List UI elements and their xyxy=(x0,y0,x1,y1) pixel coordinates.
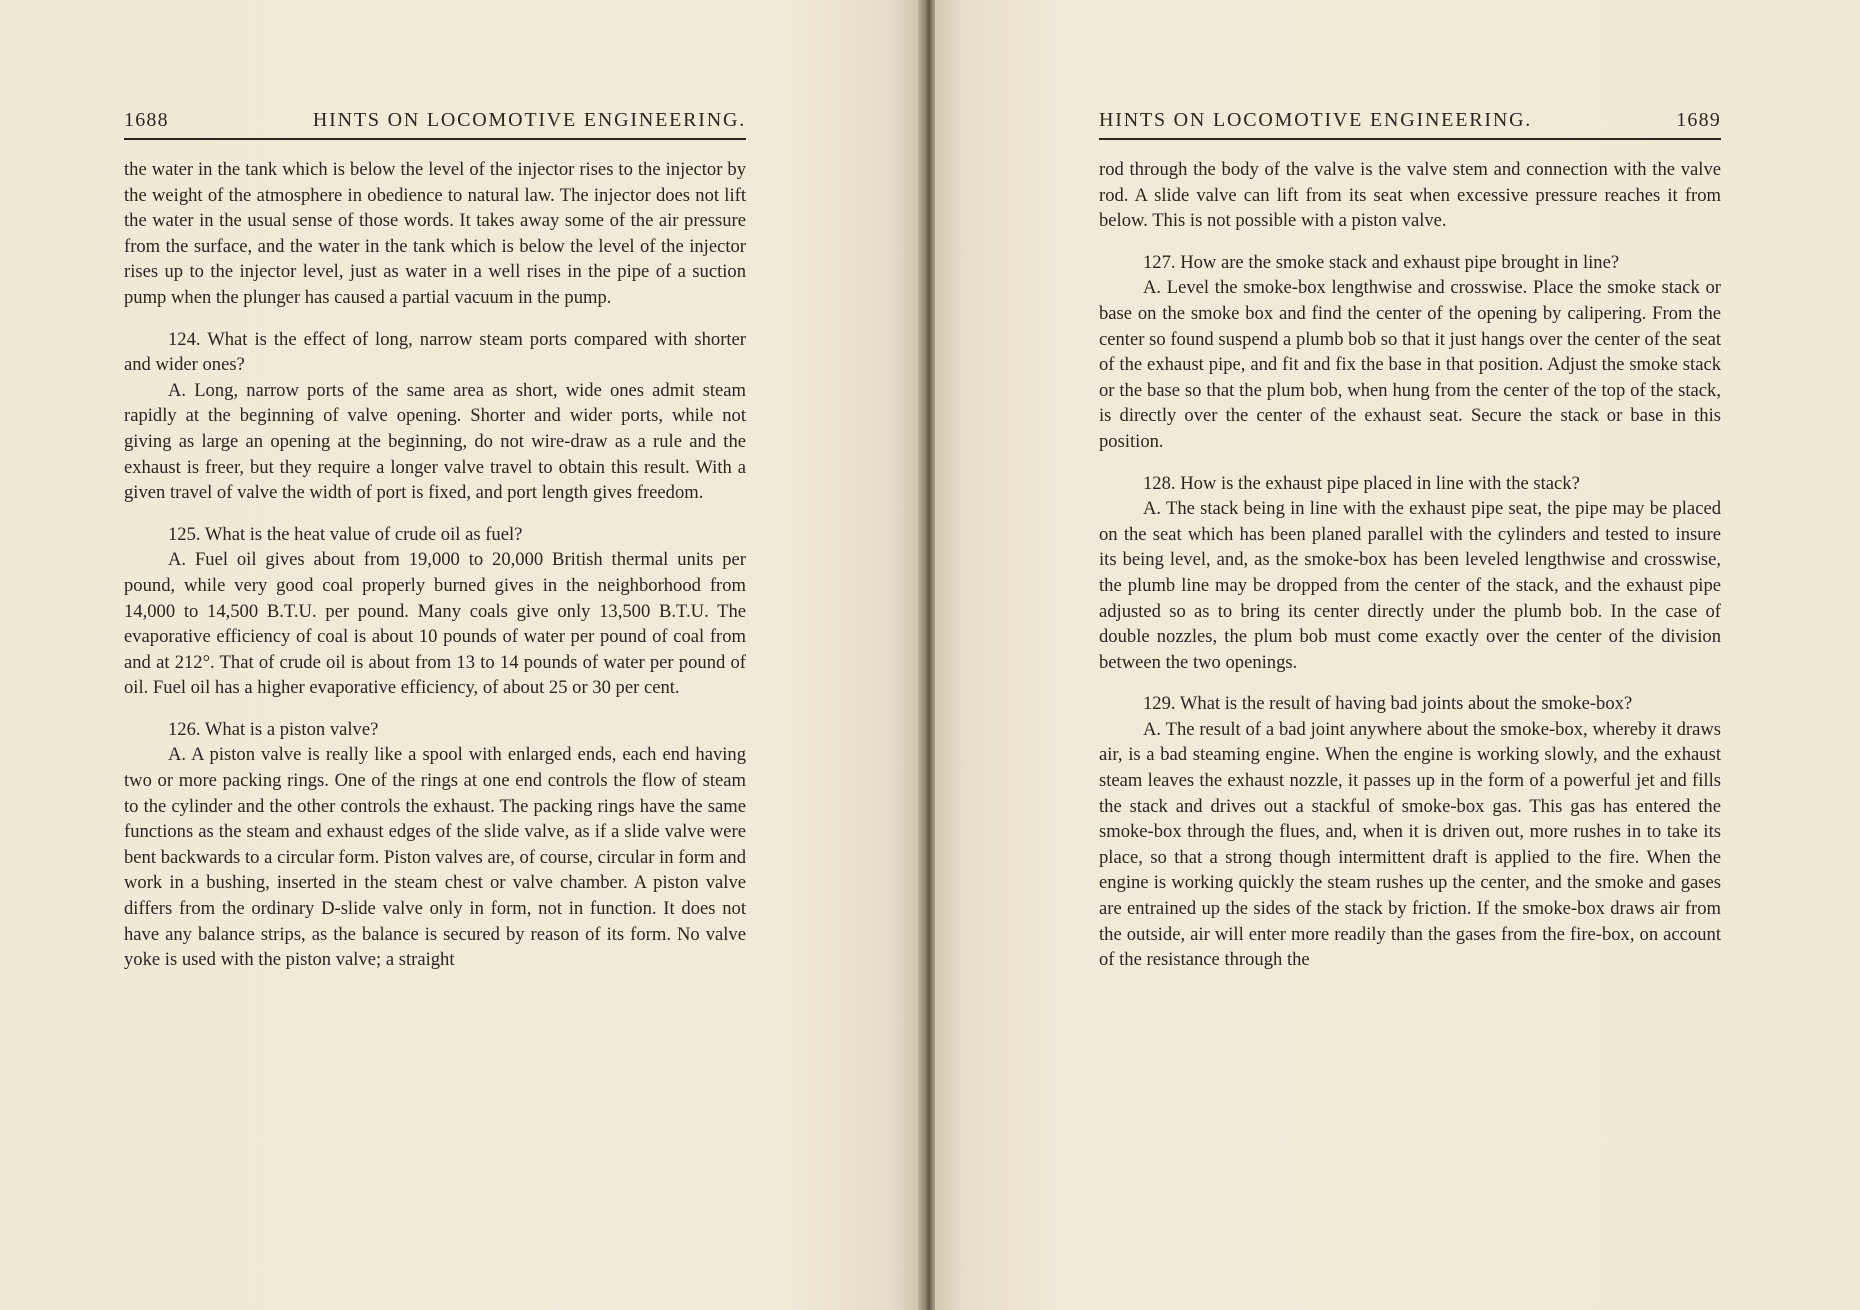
left-page-number: 1688 xyxy=(124,109,169,131)
right-running-title: HINTS ON LOCOMOTIVE ENGINEERING. xyxy=(1099,109,1533,131)
answer-128: A. The stack being in line with the exhaust pipe seat, the pipe may be placed on the seat which has been planed parallel with the cylinders and tested to insure its being level, and, as the smoke-box has been leveled lengthwise and crosswise, the plumb line may be dropped from the center of the stack, and the exhaust pipe adjusted so as to bring its center directly under the plumb bob. In the case of double nozzles, the plum bob must come exactly over the center of the division between the two openings. xyxy=(1099,498,1721,673)
left-page xyxy=(0,0,920,1310)
left-running-title: HINTS ON LOCOMOTIVE ENGINEERING. xyxy=(312,109,746,131)
answer-126: A. A piston valve is really like a spool with enlarged ends, each end having two or more packing rings. One of the rings at one end controls the flow of steam to the cylinder and the other controls the exhaust. The packing rings have the same functions as the steam and exhaust edges of the slide valve, as if a slide valve were bent backwards to a circular form. Piston valves are, of course, circular in form and work in a bushing, inserted in the steam chest or valve chamber. A piston valve differs from the ordinary D-slide valve only in form, not in function. It does not have any balance strips, as the balance is secured by reason of its form. No valve yoke is used with the piston valve; a straight xyxy=(124,744,746,971)
answer-125: A. Fuel oil gives about from 19,000 to 20,000 British thermal units per pound, while very good coal properly burned gives in the neighborhood from 14,000 to 14,500 B.T.U. per pound. Many coals give only 13,500 B.T.U. The evaporative efficiency of coal is about 10 pounds of water per pound of coal from and at 212°. That of crude oil is about from 13 to 14 pounds of water per pound of oil. Fuel oil has a higher evaporative efficiency, of about 25 or 30 per cent. xyxy=(124,549,746,699)
right-page-number: 1689 xyxy=(1676,109,1721,131)
question-127: 127. How are the smoke stack and exhaust pipe brought in line? xyxy=(1143,251,1620,273)
right-page-header xyxy=(1099,106,1721,140)
left-page-body xyxy=(124,157,746,973)
paragraph: rod through the body of the valve is the valve stem and connection with the valve rod. A slide valve can lift from its seat when excessive pressure reaches it from below. This is not possible with a piston valve. xyxy=(1099,159,1721,232)
left-page-header xyxy=(124,106,746,140)
answer-124: A. Long, narrow ports of the same area as short, wide ones admit steam rapidly at the beginning of valve opening. Shorter and wider ports, while not giving as large an opening at the beginning, do not wire-draw as a rule and the exhaust is freer, but they require a longer valve travel to obtain this result. With a given travel of valve the width of port is fixed, and port length gives freedom. xyxy=(124,379,746,504)
paragraph: the water in the tank which is below the level of the injector rises to the injector by the weight of the atmosphere in obedience to natural law. The injector does not lift the water in the usual sense of those words. It takes away some of the air pressure from the surface, and the water in the tank which is below the level of the injector rises up to the injector level, just as water in a well rises in the pipe of a suction pump when the plunger has caused a partial vacuum in the pump. xyxy=(124,159,746,308)
question-129: 129. What is the result of having bad joints about the smoke-box? xyxy=(1143,693,1633,715)
right-page-body xyxy=(1099,157,1721,973)
question-126: 126. What is a piston valve? xyxy=(168,718,379,740)
right-page xyxy=(935,0,1860,1310)
answer-129: A. The result of a bad joint anywhere about the smoke-box, whereby it draws air, is a bad steaming engine. When the engine is working slowly, and the exhaust steam leaves the exhaust nozzle, it passes up in the form of a powerful jet and fills the stack and drives out a stackful of smoke-box gas. This gas has entered the smoke-box through the flues, and, when it is driven out, more rushes in to take its place, so that a strong though intermittent draft is applied to the fire. When the engine is working quickly the steam rushes up the center, and the smoke and gases are entrained up the sides of the stack by friction. If the smoke-box draws air from the outside, air will enter more readily than the gases from the fire-box, on account of the resistance through the xyxy=(1099,718,1721,971)
answer-127: A. Level the smoke-box lengthwise and crosswise. Place the smoke stack or base on the smoke box and find the center of the opening by calipering. From the center so found suspend a plumb bob so that it just hangs over the center of the seat of the exhaust pipe, and fit and fix the base in that position. Adjust the smoke stack or the base so that the plum bob, when hung from the center of the top of the stack, is directly over the center of the exhaust seat. Secure the stack or base in this position. xyxy=(1099,277,1721,452)
question-128: 128. How is the exhaust pipe placed in line with the stack? xyxy=(1143,472,1580,494)
question-125: 125. What is the heat value of crude oil as fuel? xyxy=(168,523,523,545)
question-124: 124. What is the effect of long, narrow steam ports compared with shorter and wider ones? xyxy=(124,328,746,376)
